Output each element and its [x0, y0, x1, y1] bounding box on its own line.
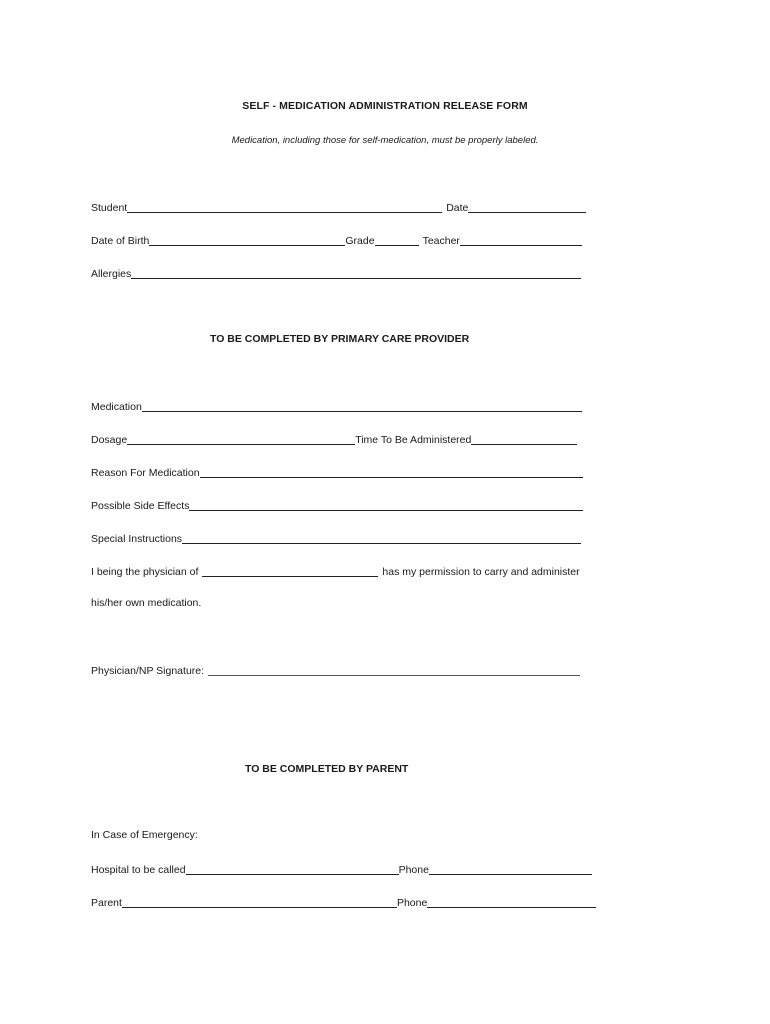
dosage-label: Dosage [91, 434, 128, 446]
allergies-label: Allergies [91, 268, 132, 280]
student-row [91, 198, 586, 214]
grade-label: Grade [345, 235, 375, 247]
special-label: Special Instructions [91, 533, 183, 545]
medication-field[interactable] [142, 400, 582, 412]
physician-student-field[interactable] [202, 565, 378, 577]
dosage-field[interactable] [127, 433, 355, 445]
parent-row [91, 893, 596, 909]
student-field[interactable] [127, 201, 442, 213]
physician-row [91, 562, 580, 578]
allergies-field[interactable] [131, 267, 581, 279]
special-row [91, 529, 581, 545]
form-title: SELF - MEDICATION ADMINISTRATION RELEASE FORM [242, 100, 528, 112]
medication-label: Medication [91, 401, 142, 413]
emergency-label: In Case of Emergency: [91, 829, 198, 841]
allergies-row [91, 264, 581, 280]
date-label: Date [446, 202, 469, 214]
signature-row [91, 661, 580, 677]
time-label: Time To Be Administered [355, 434, 472, 446]
dosage-row [91, 430, 577, 446]
physician-continuation: his/her own medication. [91, 597, 202, 609]
reason-field[interactable] [200, 466, 583, 478]
dob-label: Date of Birth [91, 235, 150, 247]
physician-prefix: I being the physician of [91, 566, 199, 578]
teacher-field[interactable] [460, 234, 582, 246]
date-field[interactable] [468, 201, 586, 213]
medication-row [91, 397, 582, 413]
parent-phone-label: Phone [396, 897, 428, 909]
hospital-label: Hospital to be called [91, 864, 186, 876]
parent-heading: TO BE COMPLETED BY PARENT [245, 763, 409, 775]
parent-field[interactable] [122, 896, 397, 908]
side-effects-label: Possible Side Effects [91, 500, 190, 512]
dob-row [91, 231, 582, 247]
form-subtitle: Medication, including those for self-medication, must be properly labeled. [231, 135, 539, 146]
reason-row [91, 463, 583, 479]
hospital-phone-label: Phone [398, 864, 429, 876]
time-field[interactable] [471, 433, 577, 445]
signature-label: Physician/NP Signature: [91, 665, 205, 677]
parent-label: Parent [91, 897, 122, 909]
teacher-label: Teacher [422, 235, 460, 247]
special-field[interactable] [182, 532, 581, 544]
signature-field[interactable] [208, 664, 580, 676]
reason-label: Reason For Medication [91, 467, 200, 479]
physician-suffix: has my permission to carry and administer [382, 566, 580, 578]
side-effects-row [91, 496, 583, 512]
parent-phone-field[interactable] [427, 896, 596, 908]
hospital-row [91, 860, 592, 876]
student-label: Student [91, 202, 128, 214]
dob-field[interactable] [149, 234, 345, 246]
hospital-field[interactable] [186, 863, 399, 875]
hospital-phone-field[interactable] [429, 863, 592, 875]
provider-heading: TO BE COMPLETED BY PRIMARY CARE PROVIDER [210, 333, 470, 345]
side-effects-field[interactable] [189, 499, 583, 511]
grade-field[interactable] [375, 234, 419, 246]
